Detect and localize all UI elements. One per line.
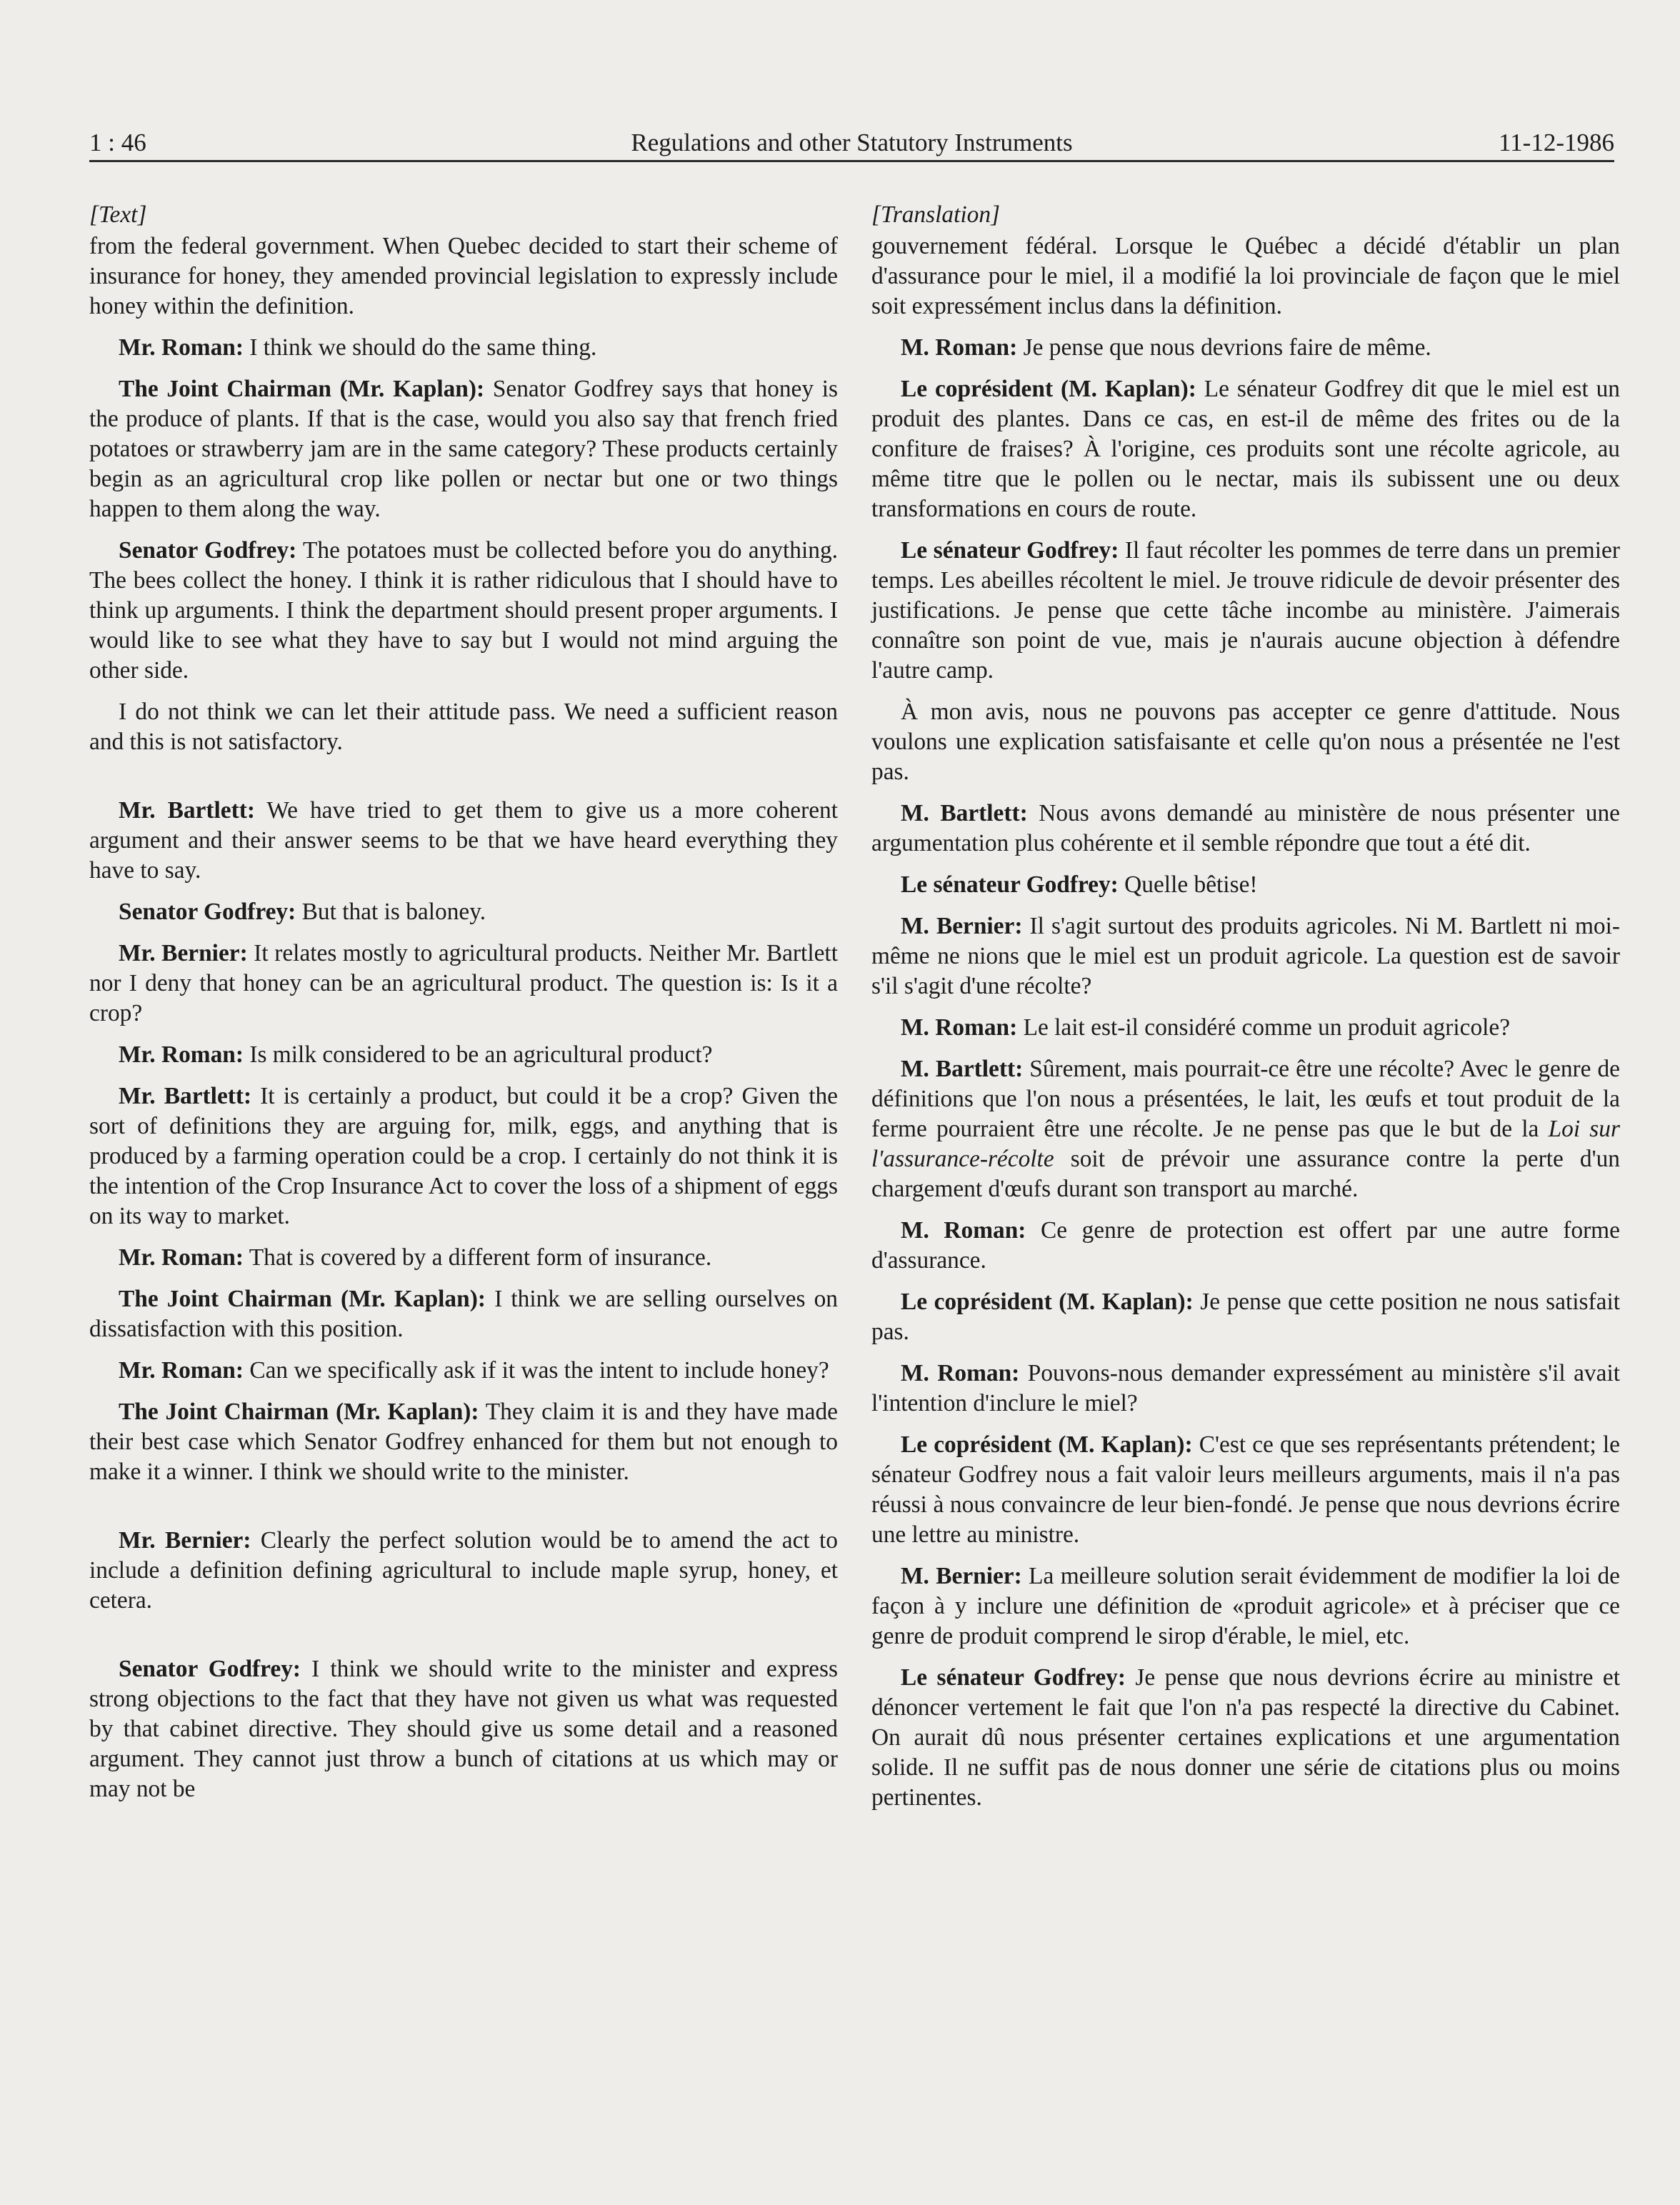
english-column xyxy=(89,200,838,1816)
speaker-name: Mr. Roman: xyxy=(119,1357,244,1384)
running-head-title: Regulations and other Statutory Instruments xyxy=(631,129,1073,156)
paragraph: Mr. Bartlett: We have tried to get them to give us a more coherent argument and their answer seems to be that we have heard everything they have to say. xyxy=(89,797,838,884)
paragraph: Le coprésident (M. Kaplan): C'est ce que ses représentants prétendent; le sénateur Godfrey nous a fait valoir leurs meilleurs arguments, mais il n'a pas réussi à nous convaincre de leur bien-fondé. Je pense que nous devrions écrire une lettre au ministre. xyxy=(871,1431,1620,1548)
paragraph: I do not think we can let their attitude pass. We need a sufficient reason and this is not satisfactory. xyxy=(89,699,838,755)
paragraph: Le sénateur Godfrey: Quelle bêtise! xyxy=(901,871,1258,898)
speaker-name: Le sénateur Godfrey: xyxy=(901,871,1119,898)
speaker-name: Mr. Roman: xyxy=(119,334,244,361)
page-date: 11-12-1986 xyxy=(1498,129,1614,156)
paragraph: The Joint Chairman (Mr. Kaplan): Senator Godfrey says that honey is the produce of plants. If that is the case, would you also say that french fried potatoes or strawberry jam are in the same category? These products certainly begin as an agricultural crop like pollen or nectar but one or two things happen to them along the way. xyxy=(89,376,838,522)
paragraph: M. Bernier: Il s'agit surtout des produits agricoles. Ni M. Bartlett ni moi-même ne nions que le miel est un produit agricole. La question est de savoir s'il s'agit d'une récolte? xyxy=(871,913,1621,999)
speaker-name: M. Roman: xyxy=(901,1360,1020,1386)
paragraph: Le coprésident (M. Kaplan): Je pense que cette position ne nous satisfait pas. xyxy=(871,1289,1620,1345)
page-number: 1 : 46 xyxy=(89,129,146,156)
speaker-name: Senator Godfrey: xyxy=(119,899,296,925)
paragraph: Le coprésident (M. Kaplan): Le sénateur Godfrey dit que le miel est un produit des plantes. Dans ce cas, en est-il de même des frites ou de la confiture de fraises? À l'origine, ces produits sont une récolte agricole, au même titre que le pollen ou le nectar, mais ils subissent une ou deux transformations en cours de route. xyxy=(871,376,1621,522)
speaker-name: M. Bartlett: xyxy=(901,1056,1024,1082)
paragraph: Mr. Bernier: It relates mostly to agricultural products. Neither Mr. Bartlett nor I deny that honey can be an agricultural product. The question is: Is it a crop? xyxy=(89,940,838,1026)
paragraph: Mr. Bartlett: It is certainly a product, but could it be a crop? Given the sort of definitions they are arguing for, milk, eggs, and anything that is produced by a farming operation could be a crop. I certainly do not think it is the intention of the Crop Insurance Act to cover the loss of a shipment of eggs on its way to market. xyxy=(89,1083,838,1229)
act-title: Loi sur l'assurance-récolte xyxy=(871,1116,1620,1172)
speaker-name: Mr. Bernier: xyxy=(119,1527,251,1554)
speaker-name: M. Bernier: xyxy=(901,913,1023,939)
speaker-name: Mr. Bartlett: xyxy=(119,797,255,824)
paragraph: M. Roman: Pouvons-nous demander expressément au ministère s'il avait l'intention d'inclure le miel? xyxy=(871,1360,1620,1416)
intro-paragraph: gouvernement fédéral. Lorsque le Québec a décidé d'établir un plan d'assurance pour le miel, il a modifié la loi provinciale de façon que le miel soit expressément inclus dans la définition. xyxy=(871,233,1620,319)
speaker-name: Senator Godfrey: xyxy=(119,537,297,564)
running-head xyxy=(89,120,1614,162)
speaker-name: M. Bernier: xyxy=(901,1563,1022,1589)
speaker-name: M. Bartlett: xyxy=(901,800,1028,826)
paragraph: M. Roman: Ce genre de protection est offert par une autre forme d'assurance. xyxy=(871,1217,1620,1274)
speaker-name: Mr. Roman: xyxy=(119,1244,244,1271)
speaker-name: Le coprésident (M. Kaplan): xyxy=(901,1289,1194,1315)
speaker-name: The Joint Chairman (Mr. Kaplan): xyxy=(119,1399,479,1425)
paragraph: Senator Godfrey: But that is baloney. xyxy=(119,899,486,925)
paragraph: Mr. Bernier: Clearly the perfect solution would be to amend the act to include a definition defining agricultural to include maple syrup, honey, et cetera. xyxy=(89,1527,838,1614)
paragraph: M. Roman: Le lait est-il considéré comme un produit agricole? xyxy=(901,1014,1511,1041)
paragraph: À mon avis, nous ne pouvons pas accepter ce genre d'attitude. Nous voulons une explication satisfaisante et celle qu'on nous a présentée ne l'est pas. xyxy=(871,699,1620,785)
speaker-name: The Joint Chairman (Mr. Kaplan): xyxy=(119,376,485,402)
speaker-name: Le coprésident (M. Kaplan): xyxy=(901,1431,1193,1458)
paragraph: The Joint Chairman (Mr. Kaplan): They claim it is and they have made their best case which Senator Godfrey enhanced for them but not enough to make it a winner. I think we should write to the minister. xyxy=(89,1399,838,1485)
paragraph: M. Bartlett: Sûrement, mais pourrait-ce être une récolte? Avec le genre de définitions que l'on nous a présentées, le lait, les œufs et tout produit de la ferme pourraient être une récolte. Je ne pense pas que le but de la Loi sur l'assurance-récolte soit de prévoir une assurance contre la perte d'un chargement d'œufs durant son transport au marché. xyxy=(871,1056,1621,1202)
speaker-name: M. Roman: xyxy=(901,1217,1026,1244)
paragraph: M. Bernier: La meilleure solution serait évidemment de modifier la loi de façon à y inclure une définition de «produit agricole» et à préciser que ce genre de produit comprend le sirop d'érable, le miel, etc. xyxy=(871,1563,1620,1649)
speaker-name: Le sénateur Godfrey: xyxy=(901,1664,1126,1691)
text-marker: [Text] xyxy=(89,201,147,228)
paragraph: Mr. Roman: I think we should do the same thing. xyxy=(119,334,597,361)
paragraph: Senator Godfrey: The potatoes must be collected before you do anything. The bees collect the honey. I think it is rather ridiculous that I should have to think up arguments. I think the department should present proper arguments. I would like to see what they have to say but I would not mind arguing the other side. xyxy=(89,537,838,684)
speaker-name: Le sénateur Godfrey: xyxy=(901,537,1119,564)
paragraph: Mr. Roman: Is milk considered to be an agricultural product? xyxy=(119,1041,713,1068)
paragraph: Le sénateur Godfrey: Je pense que nous devrions écrire au ministre et dénoncer vertement le fait que l'on n'a pas respecté la directive du Cabinet. On aurait dû nous présenter certaines explications et une argumentation solide. Il ne suffit pas de nous donner une série de citations plus ou moins pertinentes. xyxy=(871,1664,1620,1811)
paragraph: Mr. Roman: Can we specifically ask if it was the intent to include honey? xyxy=(119,1357,829,1384)
paragraph: Le sénateur Godfrey: Il faut récolter les pommes de terre dans un premier temps. Les abeilles récoltent le miel. Je trouve ridicule de devoir présenter des justifications. Je pense que cette tâche incombe au ministère. J'aimerais connaître son point de vue, mais je n'aurais aucune objection à défendre l'autre camp. xyxy=(871,537,1620,684)
paragraph: Mr. Roman: That is covered by a different form of insurance. xyxy=(119,1244,712,1271)
french-column xyxy=(871,200,1620,1824)
intro-paragraph: from the federal government. When Quebec decided to start their scheme of insurance for honey, they amended provincial legislation to expressly include honey within the definition. xyxy=(89,233,838,319)
speaker-name: Mr. Roman: xyxy=(119,1041,244,1068)
paragraph: The Joint Chairman (Mr. Kaplan): I think we are selling ourselves on dissatisfaction with this position. xyxy=(89,1286,838,1342)
speaker-name: Le coprésident (M. Kaplan): xyxy=(901,376,1196,402)
paragraph: M. Bartlett: Nous avons demandé au ministère de nous présenter une argumentation plus cohérente et il semble répondre que tout a été dit. xyxy=(871,800,1620,856)
paragraph: Senator Godfrey: I think we should write to the minister and express strong objections to the fact that they have not given us what was requested by that cabinet directive. They should give us some detail and a reasoned argument. They cannot just throw a bunch of citations at us which may or may not be xyxy=(89,1656,838,1802)
speaker-name: M. Roman: xyxy=(901,1014,1018,1041)
translation-marker: [Translation] xyxy=(871,201,1001,228)
speaker-name: M. Roman: xyxy=(901,334,1018,361)
paragraph: M. Roman: Je pense que nous devrions faire de même. xyxy=(901,334,1431,361)
speaker-name: Mr. Bartlett: xyxy=(119,1083,252,1109)
speaker-name: Senator Godfrey: xyxy=(119,1656,301,1682)
speaker-name: The Joint Chairman (Mr. Kaplan): xyxy=(119,1286,486,1312)
speaker-name: Mr. Bernier: xyxy=(119,940,248,966)
